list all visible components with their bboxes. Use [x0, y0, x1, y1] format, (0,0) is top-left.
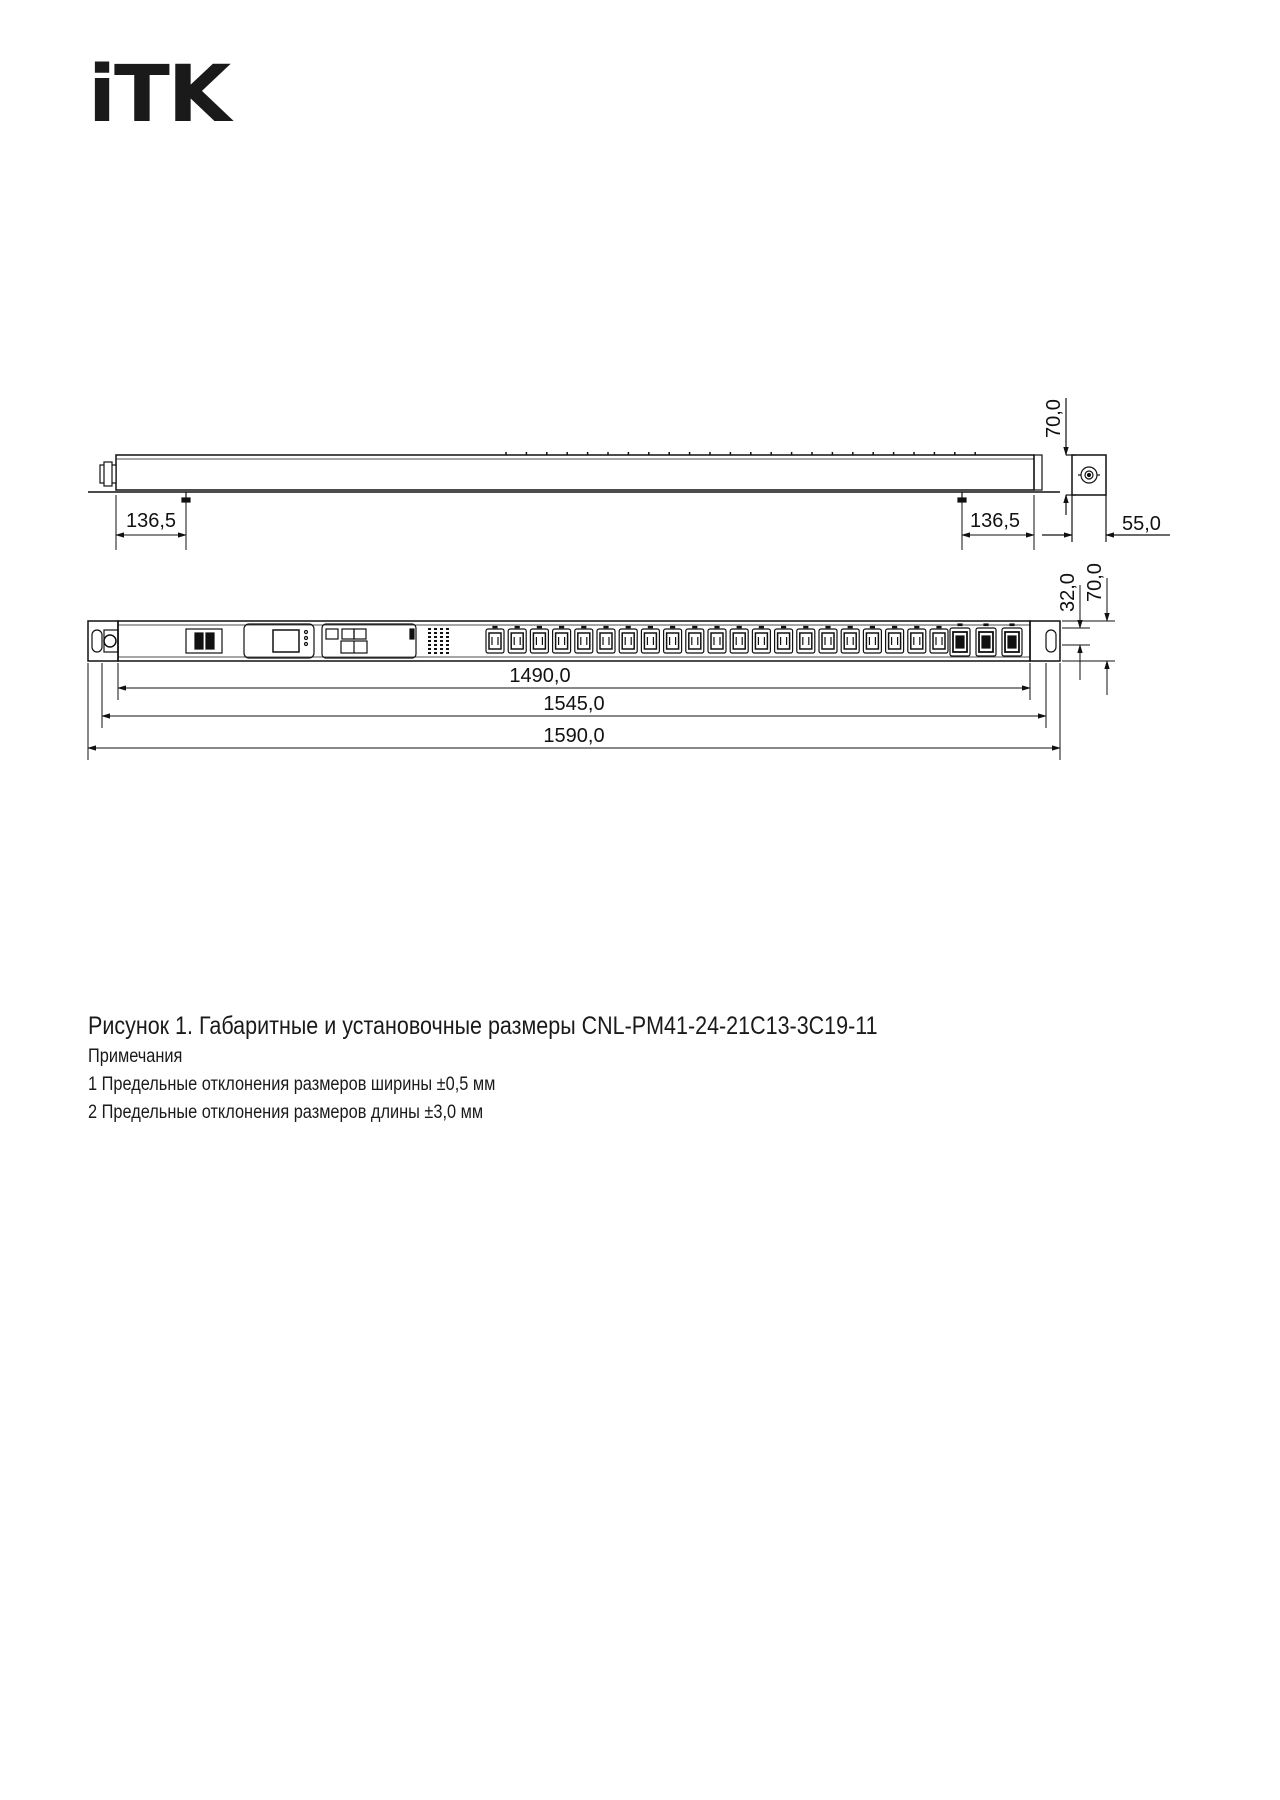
figure-caption: Рисунок 1. Габаритные и установочные размеры CNL-PM41-24-21C13-3C19-11 [88, 1012, 878, 1040]
c19-outlet [1002, 624, 1022, 656]
c19-outlet [950, 624, 970, 656]
dim-left-mount: 136,5 [126, 510, 177, 532]
dim-bracket: 32,0 [1057, 573, 1079, 612]
top-view-dimensions [116, 495, 1034, 550]
c13-outlet [575, 627, 593, 654]
c13-outlet [597, 627, 615, 654]
c13-outlet [797, 627, 815, 654]
front-view [88, 621, 1060, 661]
c13-outlet [708, 627, 726, 654]
note-1: 1 Предельные отклонения размеров ширины ±0,5 мм [88, 1074, 496, 1095]
dim-total-1490: 1490,0 [509, 665, 571, 687]
c13-outlet [486, 627, 504, 654]
dim-total-1545: 1545,0 [543, 693, 605, 715]
c13-outlet [664, 627, 682, 654]
dim-total-1590: 1590,0 [543, 725, 605, 747]
c13-outlet [841, 627, 859, 654]
c13-outlet [775, 627, 793, 654]
c13-outlet [908, 627, 926, 654]
c13-outlet [752, 627, 770, 654]
c13-outlet [619, 627, 637, 654]
c13-outlet [641, 627, 659, 654]
c13-outlet [686, 627, 704, 654]
dim-end-depth: 55,0 [1122, 513, 1161, 535]
note-2: 2 Предельные отклонения размеров длины ±3,0 мм [88, 1102, 484, 1123]
c13-outlet [730, 627, 748, 654]
c13-outlet [863, 627, 881, 654]
top-view [88, 452, 1060, 502]
c13-outlet [508, 627, 526, 654]
c13-outlet [819, 627, 837, 654]
dim-end-height: 70,0 [1043, 399, 1065, 438]
itk-logo: iTK [88, 50, 230, 140]
dim-right-mount: 136,5 [970, 510, 1021, 532]
c13-outlet [530, 627, 548, 654]
dim-height: 70,0 [1084, 563, 1106, 602]
c13-outlet [886, 627, 904, 654]
notes-title: Примечания [88, 1046, 183, 1067]
c19-outlet [976, 624, 996, 656]
c13-outlet [553, 627, 571, 654]
c13-outlet [930, 627, 948, 654]
